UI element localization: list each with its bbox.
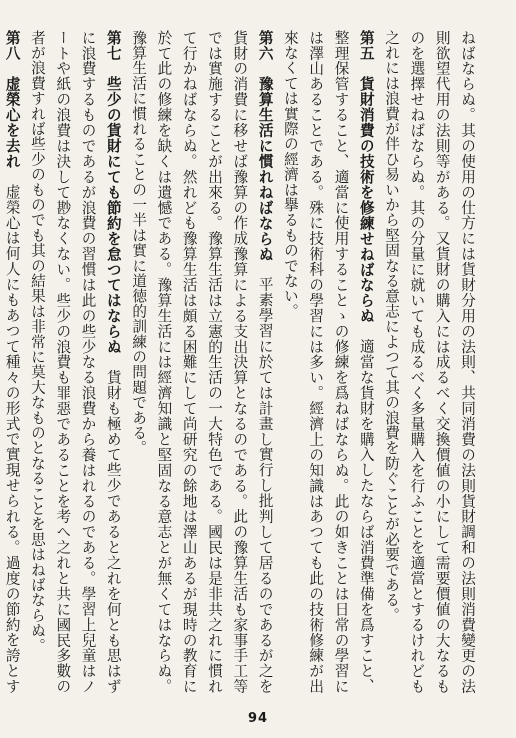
paragraph-4 — [25, 30, 126, 694]
paragraph-4-text: 貨財も極めて些少であると之れを何とも思はずに浪費するものであるが浪費の習慣は此の些少なる浪費から養はれるのである。學習上兒童はノートや紙の浪費は決して尠なくない。些少の浪費も罪惡であることを考へ之れと共に國民多數の者が浪費すれば些少のものでも其の結果は非常に莫大なものとなることを思はねばならぬ。 — [28, 30, 122, 694]
paragraph-5-text: 虚榮心は何人にもあつて種々の形式で實現せられる。過度の節約を誇とす — [3, 183, 21, 694]
vertical-text-body — [3, 30, 480, 695]
paragraph-1-text: ねばならぬ。其の使用の仕方には貨財分用の法則、共同消費の法則貨財調和の法則消費變更の法則欲望代用の法則等がある。又貨財の購入には成るべく交換價値の小にして需要價値の大なるものを選擇せねばならぬ。其の分量に就いても成るべく多量購入を行ふことを適當とするけれども之れには浪費が伴ひ易いから堅固なる意志によつて其の浪費を防ぐことが必要である。 — [383, 30, 476, 694]
paragraph-1 — [379, 30, 480, 694]
page-number: 94 — [247, 711, 269, 726]
paragraph-2-text: 適當な貨財を購入したならば消費準備を爲すこと、整理保管すること、適當に使用することゝの修練を爲ねばならぬ。此の如きことは日常の學習には澤山あることである。殊に技術科の學習には多い。經濟上の知識はあつても此の技術修練が出來なくては實際の經濟は擧るものでない。 — [281, 30, 375, 694]
section-heading-8: 第八 虚榮心を去れ — [3, 30, 21, 170]
section-heading-6: 第六 豫算生活に慣れねばならぬ — [256, 30, 274, 262]
paragraph-3 — [126, 30, 278, 694]
paragraph-3-text: 平素學習に於ては計畫し實行し批判して居るのであるが之を貨財の消費に移せば豫算の作成豫算による支出決算となるのである。此の豫算生活も家事手工等では實施することが出來る。豫算生活は立憲的生活の一大特色である。國民は是非共之れに慣れて行かねばならぬ。然れども豫算生活は頗る困難にして尚研究の餘地は澤山あるが現時の教育に於て此の修練を缺くは遺憾である。豫算生活には經濟知識と堅固なる意志とが無くてはならぬ。豫算生活に慣れることの一半は實に道徳的訓練の問題である。 — [130, 30, 274, 695]
paragraph-2 — [278, 30, 379, 694]
section-heading-7: 第七 些少の貨財にても節約を怠つてはならぬ — [104, 30, 122, 355]
section-heading-5: 第五 貨財消費の技術を修練せねばならぬ — [357, 30, 375, 324]
paragraph-5 — [0, 30, 25, 694]
